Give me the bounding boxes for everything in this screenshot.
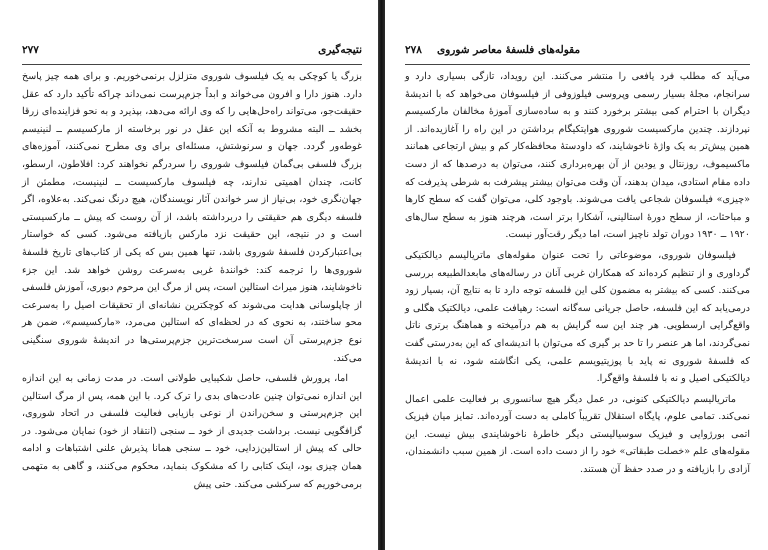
right-running-title: مقوله‌های فلسفهٔ معاصر شوروی (437, 44, 581, 56)
left-page-header (22, 44, 362, 64)
right-page-number: ۲۷۸ (405, 44, 422, 56)
book-gutter (378, 0, 385, 550)
right-page (385, 0, 768, 550)
left-page-number: ۲۷۷ (22, 44, 39, 56)
left-running-title: نتیجه‌گیری (318, 44, 362, 56)
left-paragraph-2: اما، پرورش فلسفی، حاصل شکیبایی طولانی است. در مدت زمانی به این اندازه این اندازه نمی‌توان چنین عادت‌های بدی را ترک کرد. با این همه، پس از مرگ استالین این جزم‌پرستی و سخن‌راندن از نوعی بازیابی فعالیت فلسفی در اتحاد شوروی، گزافگویی نیست. برداشت جدیدی از خود ــ سنجی (انتقاد از خود) نمایان می‌شود. در حالی که پیش از استالین‌زدایی، خود ــ سنجی همانا پذیرش علنی اشتباهات و ادامه همان چیزی بود، اینک کتابی را که مشکوک بنماید، محکوم می‌کنند، و گاهی به متهمی برمی‌خوریم که سرکشی می‌کند. حتی پیش (22, 373, 362, 490)
right-paragraph-1: می‌آید که مطلب فرد یافعی را منتشر می‌کنند. این رویداد، تازگی بسیاری دارد و سرانجام، مجلهٔ بسیار رسمی وپروسی فیلوزوفی از فیلسوفان می‌خواهد که با اندیشهٔ دیگران با احترام کمی بیشتر برخورد کنند و به ساده‌سازی آموزهٔ مخالفان مارکسیسم نپردازند. چندین مارکسیست شوروی هوایتکیگام برداشتن در این راه را آغازیده‌اند. از همین پیش‌تر به یک واژهٔ ناخوشایند، که داودستهٔ محافظه‌کار کم و بیش ارتجاعی همانند ماکسیموف، روزنتال و یودین از آن بهره‌برداری کنند، می‌توان به درصدها که از دست داده مقام استادی، میدان بدهند، آن وقت می‌توان بیشتر پیشرفت به شرطی پذیرفت که «چیزی» فیلسوفان شجاعی یافت می‌شوند. با‌وجود کلی، می‌توان گفت که سطح کارها و مباحثات، از سطح دورهٔ استالینی، آشکارا برتر است، هرچند هنوز به سطح سال‌های ۱۹۲۰ ــ ۱۹۳۰ دوران تولد ناچیز است، اما دیگر رقت‌آور نیست. (405, 71, 750, 241)
right-page-header (405, 44, 750, 64)
right-paragraph-2: فیلسوفان شوروی، موضوعاتی را تحت عنوان مقوله‌های ماتریالیسم دیالکتیکی گرداوری و از تنظیم کرده‌اند که همکاران غربی آنان در رساله‌های مابعدالطبیعه بررسی می‌کنند. کسی که بیشتر به مضمون کلی این فلسفه توجه دارد تا به نتایج آن، بسیار زود درمی‌یابد که این فلسفه، حاصل جریانی سه‌گانه است: رهیافت علمی، دیالکتیک هگلی و واقع‌گرایی ارسطویی. هر چند این سه گرایش به هم درآمیخته و هماهنگ برتری ناتل نمی‌گردند، اما هر عنصر را تا حد بر گیری که می‌توان با اندیشه‌ای که این به‌درستی گفت که فلسفهٔ شوروی نه پاید با پوزیتیویسم علمی، یکی انگاشته شود، نه با اندیشهٔ دیالکتیکی اصیل و نه با فلسفهٔ واقع‌گرا. (405, 249, 750, 385)
right-body-text (405, 68, 750, 479)
left-page (0, 0, 378, 550)
left-header-rule (22, 64, 362, 65)
left-paragraph-1: بزرگ یا کوچکی به یک فیلسوف شوروی متزلزل برنمی‌خوریم. و برای همه چیز پاسخ دارد. هنوز دارا و افرون می‌خواند و ابداً جزم‌پرست نمی‌داند چراکه تأکید دارد که عقل حقیقت‌جو، می‌تواند راه‌حل‌هایی را که وی ارائه می‌دهد، بپذیرد و به نحو فزاینده‌ای زرقا بخشد ــ البته مشروط به آنکه این عقل در نور برخاسته از مارکسیسم ــ لنینیسم غوطه‌ور گردد. جهان و سرنوشتش، مسئله‌ای برای وی مطرح نمی‌کنند، آموزه‌های بزرگ فلسفی بی‌گمان فیلسوف شوروی را سردرگم نخواهند کرد: افلاطون، ارسطو، کانت، چندان اهمیتی ندارند، چه فیلسوف مارکسیست ــ لنینیست، مطمئن از جهان‌نگری خود، بی‌نیاز از سر خواندن آثار نویسندگان، هیچ درنگ نمی‌کند. به‌علاوه، اگر فلسفه دیگری هم حقیقتی را دربرداشته باشد، از آن روست که پیش ــ مارکسیستی است و در نتیجه، این حقیقت نزد مارکس بازیافته می‌شود. کسی که خواستار بی‌اعتبارکردن فلسفهٔ شوروی باشد، تنها همین بس که یکی از کتاب‌های تاریخ فلسفهٔ شوروی‌ها را ترجمه کند: خوانندهٔ غربی به‌سرعت روشن خواهد شد. این جزء ناخوشایند، هنوز میراث استالین است، پس از مرگ این مرحوم دبوری، آموزش فلسفی از چاپلوسانی هدایت می‌شوند که کوچکترین نشانه‌ای از تحقیقات اصیل را به‌سرعت محو ساختند، به نحوی که در لحظه‌ای که استالین می‌مرد، «مارکسیسم»، ضمن هر نوع جزم‌پرستی آن است سرسخت‌ترین جزم‌پرستی‌ها در اندیشهٔ شوروی سنگینی می‌کند. (22, 71, 362, 364)
right-header-rule (405, 64, 750, 65)
right-paragraph-3: ماتریالیسم دیالکتیکی کنونی، در عمل دیگر هیچ سانسوری بر فعالیت علمی اعمال نمی‌کند. تمامی علوم، پایگاه استقلال تقریباً کاملی به دست آورده‌اند. تمایز میان فیزیک اتمی بورژوایی و فیزیک سوسیالیستی دیگر خاطرهٔ ناخوشایندی بیش نیست. این مقوله‌های علم «خصلت طبقاتی» خود را از دست داده است. از همین سبب دانشمندان، آزادی را بازیافته و در صدد حفظ آن هستند. (405, 393, 750, 476)
left-body-text (22, 68, 362, 493)
